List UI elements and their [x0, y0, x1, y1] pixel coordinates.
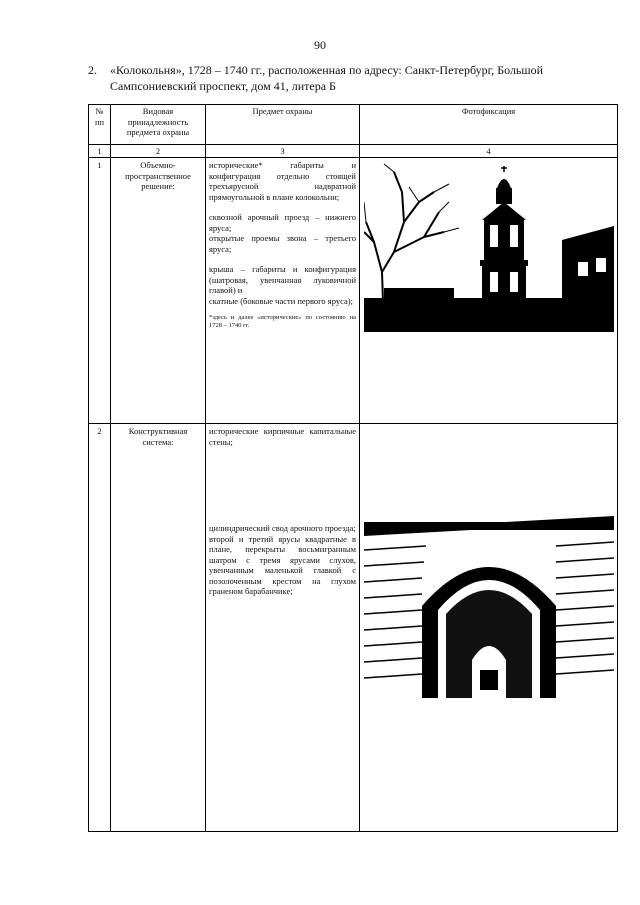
subject-paragraph: открытые проемы звона – третьего яруса; — [209, 233, 356, 254]
row-number: 2 — [89, 424, 111, 832]
subject-paragraph: исторические* габариты и конфигурация отдельно стоящей трехъярусной надвратной прямоугольной в плане колокольни; — [209, 160, 356, 202]
item-number: 2. — [88, 63, 97, 77]
column-number: 4 — [360, 145, 618, 158]
photo-cell — [360, 424, 618, 832]
header-no: № пп — [89, 105, 111, 145]
subject-paragraph: второй и третий ярусы квадратные в плане, перекрыты восьмигранным шатром с тремя ярусами слухов, увенчанным маленькой главкой с позолоченным крестом на глухом граненом барабанчике; — [209, 533, 356, 596]
header-subject: Предмет охраны — [206, 105, 360, 145]
subject-paragraph: сквозной арочный проезд – нижнего яруса; — [209, 212, 356, 233]
row-number: 1 — [89, 158, 111, 424]
page-number: 90 — [314, 38, 326, 52]
table-row — [89, 424, 618, 832]
photo-cell — [360, 158, 618, 424]
item-title-line-1: «Колокольня», 1728 – 1740 гг., расположенная по адресу: Санкт-Петербург, Большой — [110, 63, 544, 77]
archway-photo — [364, 510, 614, 698]
row-subject — [206, 158, 360, 424]
row-kind: Объемно-пространственное решение: — [111, 158, 206, 424]
column-number: 1 — [89, 145, 111, 158]
column-number: 3 — [206, 145, 360, 158]
row-subject — [206, 424, 360, 832]
subject-paragraph: скатные (боковые части первого яруса); — [209, 295, 353, 306]
header-row — [89, 105, 618, 145]
column-number-row — [89, 145, 618, 158]
footnote: *здесь и далее «исторические» по состоянию на 1728 – 1740 гг. — [209, 314, 356, 329]
column-number: 2 — [111, 145, 206, 158]
header-photo: Фотофиксация — [360, 105, 618, 145]
item-title-line-2: Сампсониевский проспект, дом 41, литера Б — [110, 79, 336, 93]
subject-paragraph: исторические кирпичные капитальные стены; — [209, 426, 356, 447]
subject-paragraph: крыша – габариты и конфигурация (шатровая, увенчанная луковичной главой) и — [209, 264, 356, 295]
row-kind: Конструктивная система: — [111, 424, 206, 832]
header-kind: Видовая принадлежность предмета охраны — [111, 105, 206, 145]
bell-tower-photo — [364, 162, 614, 332]
table-row — [89, 158, 618, 424]
subject-paragraph: цилиндрический свод арочного проезда; — [209, 523, 356, 533]
item-title — [88, 62, 588, 94]
protection-table — [88, 104, 618, 832]
